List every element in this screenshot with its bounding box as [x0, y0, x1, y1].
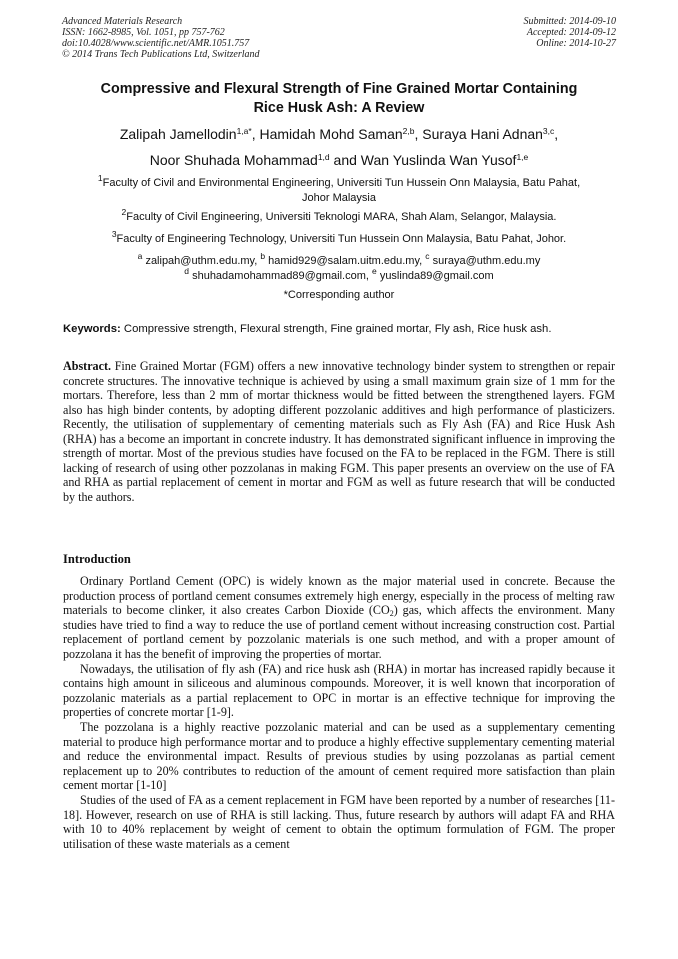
- author-list: [40, 121, 638, 173]
- email-link[interactable]: yuslinda89@gmail.com: [379, 270, 494, 282]
- author-name: Zalipah Jamellodin: [119, 126, 237, 142]
- email-link[interactable]: suraya@uthm.edu.my: [432, 255, 541, 267]
- abstract-text: Fine Grained Mortar (FGM) offers a new innovative technology binder system to strengthen or repair concrete structures. The innovative technique is achieved by using a small maximum grain size of 1 mm for the mortars. Therefore, less than 2 mm of mortar thickness would be fitted between the strengthened layers. FGM also has high binder contents, by adopting different pozzolanic additives and high performance of plasticizers. Recently, the utilisation of supplementary of cementing materials such as Fly Ash (FA) and Rice Husk Ash (RHA) has a become an important in concrete industry. It has demonstrated significant influence in improving the strength of mortar. Most of the previous studies have focused on the FA to be replaced in the FGM. There is still lacking of research of using other pozzolanas in making FGM. This paper presents an overview on the use of FA and RHA as partial replacement of cement in mortar and FGM as well as future research that will be conducted by the authors.: [63, 359, 615, 504]
- author-name: Noor Shuhada Mohammad: [149, 152, 318, 168]
- author-name: Suraya Hani Adnan: [422, 126, 543, 142]
- email-sup: d: [184, 266, 190, 276]
- doi-line: doi:10.4028/www.scientific.net/AMR.1051.757: [62, 38, 250, 49]
- paragraph: Studies of the used of FA as a cement replacement in FGM have been reported by a number of researches [11-18]. However, research on use of RHA is still lacking. Thus, future research by authors will adapt FA and RHA with 10 to 40% replacement by weight of cement to obtain the optimum formulation of FGM. The proper utilisation of these waste materials as a cement: [63, 792, 615, 851]
- author-separator: ,: [554, 126, 559, 142]
- author-affil-sup: 1,e: [516, 152, 529, 162]
- abstract-label: Abstract.: [63, 359, 112, 373]
- email-separator: ,: [254, 255, 261, 267]
- author-affil-sup: 1,d: [317, 152, 330, 162]
- author-affil-sup: 3,c: [542, 126, 555, 136]
- online-date: Online: 2014-10-27: [536, 38, 616, 49]
- affil-text: Faculty of Civil and Environmental Engineering, Universiti Tun Hussein Onn Malaysia, Batu Pahat,: [102, 177, 581, 189]
- paper-title: [50, 80, 628, 118]
- abstract: [63, 359, 615, 504]
- copyright-line: © 2014 Trans Tech Publications Ltd, Switzerland: [62, 49, 260, 60]
- paragraph: [63, 574, 615, 662]
- submission-dates: [524, 16, 617, 49]
- email-line-1: [62, 251, 616, 269]
- corresponding-author-note: *Corresponding author: [283, 289, 395, 301]
- paragraph-text: ) gas, which affects the environment. Many studies have tried to find a way to reduce the use of portland cement without increasing construction cost. Partial replacement of portland cement by pozzolanic materials is one such method, and with a proper amount of pozzolana it has the benefit of improving the properties of mortar.: [63, 603, 615, 661]
- accepted-date: Accepted: 2014-09-12: [526, 27, 616, 38]
- email-link[interactable]: hamid929@salam.uitm.edu.my: [268, 255, 420, 267]
- affiliation-3: [62, 229, 616, 247]
- introduction-body: [63, 574, 615, 851]
- affiliation-1-line-2: Johor Malaysia: [302, 192, 376, 204]
- subscript: 2: [389, 609, 394, 619]
- affiliation-1: [62, 173, 616, 206]
- email-line-2: [62, 266, 616, 284]
- affil-text: Faculty of Civil Engineering, Universiti Teknologi MARA, Shah Alam, Selangor, Malaysia.: [126, 211, 557, 223]
- paragraph: Nowadays, the utilisation of fly ash (FA) and rice husk ash (RHA) in mortar has increased rapidly because it contains high amount in siliceous and aluminous compounds. Moreover, it is well known that incorporation of pozzolanic materials as a partial replacement to OPC in mortar is an effective technique for improving the properties of concrete mortar [1-9].: [63, 661, 615, 720]
- email-sup: e: [372, 266, 377, 276]
- submitted-date: Submitted: 2014-09-10: [523, 16, 616, 27]
- issn-line: ISSN: 1662-8985, Vol. 1051, pp 757-762: [62, 27, 225, 38]
- author-affil-sup: 1,a*: [236, 126, 252, 136]
- affil-sup: 3: [111, 229, 117, 239]
- author-name: Hamidah Mohd Saman: [259, 126, 403, 142]
- author-line-1: [40, 121, 638, 147]
- affil-sup: 1: [97, 173, 103, 183]
- author-separator: ,: [251, 126, 260, 142]
- email-link[interactable]: zalipah@uthm.edu.my: [145, 255, 255, 267]
- email-link[interactable]: shuhadamohammad89@gmail.com: [192, 270, 366, 282]
- email-sup: a: [137, 251, 143, 261]
- author-affil-sup: 2,b: [402, 126, 415, 136]
- paragraph-text: Ordinary Portland Cement (OPC) is widely known as the major material used in concrete. Because the production process of portland cement consumes extremely high energy, especially in the process of melting raw materials to become clinker, it also creates Carbon Dioxide (CO: [63, 574, 615, 618]
- email-sup: b: [260, 251, 266, 261]
- title-line-1: Compressive and Flexural Strength of Fine Grained Mortar Containing: [100, 81, 578, 97]
- affil-text: Faculty of Engineering Technology, Universiti Tun Hussein Onn Malaysia, Batu Pahat, Johor.: [116, 233, 567, 245]
- keywords-text: Compressive strength, Flexural strength, Fine grained mortar, Fly ash, Rice husk ash.: [123, 323, 552, 335]
- email-separator: ,: [419, 255, 426, 267]
- affiliation-1-line-1: [62, 173, 616, 191]
- keywords: [63, 323, 623, 335]
- email-sup: c: [425, 251, 430, 261]
- author-name: Wan Yuslinda Wan Yusof: [360, 152, 517, 168]
- title-line-2: Rice Husk Ash: A Review: [253, 100, 425, 116]
- journal-name: Advanced Materials Research: [62, 16, 183, 27]
- affiliation-2: [62, 207, 616, 225]
- author-conjunction: and: [329, 152, 361, 168]
- email-separator: ,: [365, 270, 373, 282]
- affil-sup: 2: [121, 207, 127, 217]
- author-separator: ,: [414, 126, 423, 142]
- email-list: [62, 251, 616, 284]
- section-heading-introduction: Introduction: [63, 552, 131, 566]
- publication-info: [62, 16, 260, 60]
- keywords-label: Keywords:: [63, 323, 121, 335]
- author-line-2: [40, 147, 638, 173]
- paragraph: The pozzolana is a highly reactive pozzolanic material and can be used as a supplementary cementing material to produce high performance mortar and to produce a highly effective supplementary cementing material and reduce the environmental impact. Results of previous studies by using pozzolanas as partial cement replacement up to 20% contributes to reduction of the amount of cement required more satisfaction than plain cement mortar [1-10]: [63, 719, 615, 793]
